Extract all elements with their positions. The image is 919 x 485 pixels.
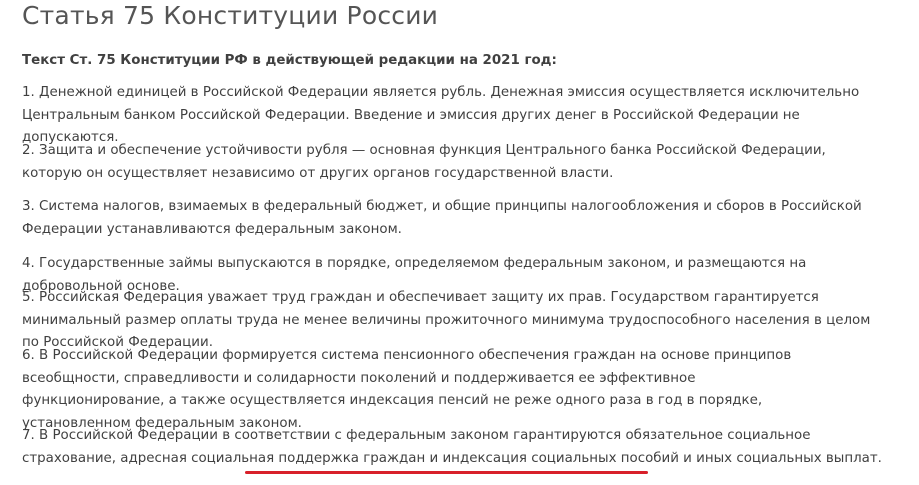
page-title: Статья 75 Конституции России [22, 1, 439, 30]
red-highlight-underline [245, 471, 648, 474]
paragraph-1: 1. Денежной единицей в Российской Федерации является рубль. Денежная эмиссия осуществляется исключительно Центральным банком Российской Федерации. Введение и эмиссия других денег в Российской Федерации не допускаются. [22, 85, 860, 145]
paragraph-7: 7. В Российской Федерации в соответствии с федеральным законом гарантируются обязательное социальное страхование, адресная социальная поддержка граждан и индексация социальных пособий и иных социальных выплат. [22, 428, 882, 466]
article-page [22, 0, 902, 466]
paragraph-6: 6. В Российской Федерации формируется система пенсионного обеспечения граждан на основе принципов всеобщности, справедливости и солидарности поколений и поддерживается ее эффективное функционирование, а также осуществляется индексация пенсий не реже одного раза в год в порядке, установленном федеральным законом. [22, 348, 792, 431]
paragraph-2: 2. Защита и обеспечение устойчивости рубля — основная функция Центрального банка Российской Федерации, которую он осуществляет независимо от других органов государственной власти. [22, 143, 826, 181]
paragraph-4: 4. Государственные займы выпускаются в порядке, определяемом федеральным законом, и размещаются на добровольной основе. [22, 256, 807, 294]
paragraph-3: 3. Система налогов, взимаемых в федеральный бюджет, и общие принципы налогообложения и сборов в Российской Федерации устанавливаются федеральным законом. [22, 199, 862, 237]
paragraph-5: 5. Российская Федерация уважает труд граждан и обеспечивает защиту их прав. Государством гарантируется минимальный размер оплаты труда не менее величины прожиточного минимума трудоспособного населения в целом по Российской Федерации. [22, 290, 871, 350]
article-subtitle: Текст Ст. 75 Конституции РФ в действующей редакции на 2021 год: [22, 53, 557, 68]
